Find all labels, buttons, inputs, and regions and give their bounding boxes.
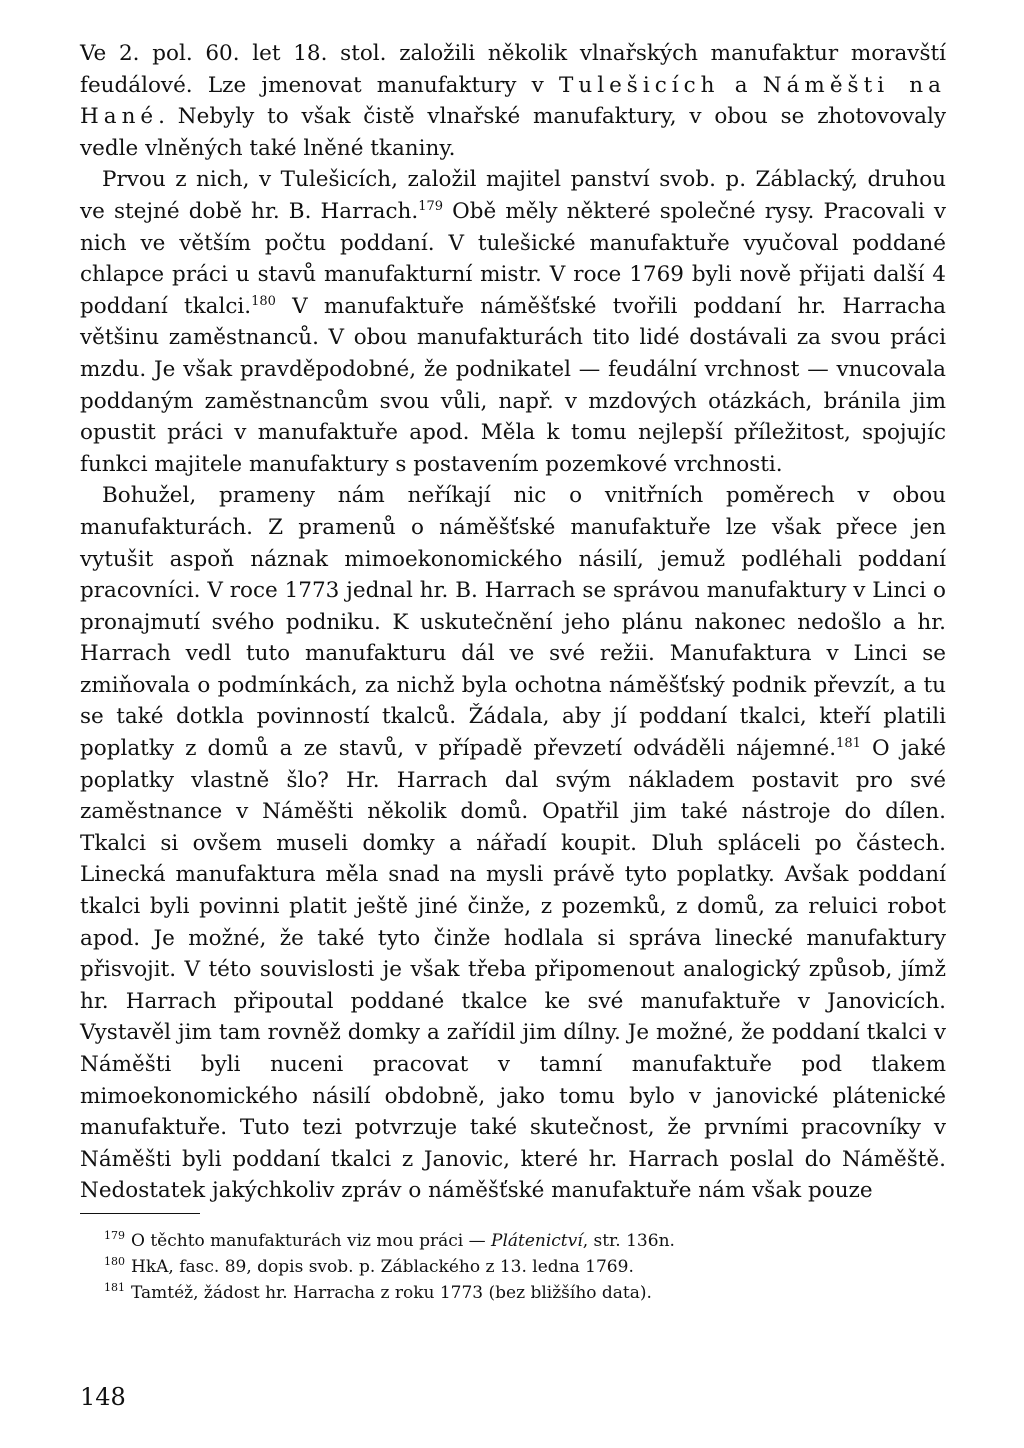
- paragraph-1: [80, 38, 946, 164]
- paragraph-2-text-b: Obě měly některé společné rysy. Pracovali v nich ve větším počtu poddaní. V tulešické manufaktuře vyučoval poddané chlapce práci u stavů manufakturní mistr. V roce 1769 byli nově přijati další 4 poddaní tkalci.: [80, 198, 946, 319]
- place-name-tulesice: Tulešicích: [559, 72, 720, 98]
- paragraph-2-text-c: V manufaktuře náměšťské tvořili poddaní hr. Harracha většinu zaměstnanců. V obou manufakturách tito lidé dostávali za svou práci mzdu. Je však pravděpodobné, že podnikatel — feudální vrchnost — vnucovala poddaným zaměstnancům svou vůli, např. v mzdových otázkách, bránila jim opustit práci v manufaktuře apod. Měla k tomu nejlepší příležitost, spojujíc funkci majitele manufaktury s postavením pozemkové vrchnosti.: [80, 293, 946, 477]
- paragraph-2: [80, 164, 946, 480]
- footnote-number: 181: [104, 1281, 125, 1295]
- footnote-text-end: , str. 136n.: [582, 1231, 675, 1251]
- paragraph-3-text-a: Bohužel, prameny nám neříkají nic o vnitřních poměrech v obou manufakturách. Z pramenů o náměšťské manufaktuře lze však přece jen vytušit aspoň náznak mimoekonomického násilí, jemuž podléhali poddaní pracovníci. V roce 1773 jednal hr. B. Harrach se správou manufaktury v Linci o pronajmutí svého podniku. K uskutečnění jeho plánu nakonec nedošlo a hr. Harrach vedl tuto manufakturu dál ve své režii. Manufaktura v Linci se zmiňovala o podmínkách, za nichž byla ochotna náměšťský podnik převzít, a tu se také dotkla povinností tkalců. Žádala, aby jí poddaní tkalci, kteří platili poplatky z domů a ze stavů, v případě převzetí odváděli nájemné.: [80, 483, 946, 762]
- paragraph-3-text-b: O jaké poplatky vlastně šlo? Hr. Harrach dal svým nákladem postavit pro své zaměstnance v Náměšti několik domů. Opatřil jim také nástroje do dílen. Tkalci si ovšem museli domky a nářadí koupit. Dluh spláceli po částech. Linecká manufaktura měla snad na mysli právě tyto poplatky. Avšak poddaní tkalci byli povinni platit ještě jiné činže, z pozemků, z domů, za reluici robot apod. Je možné, že také tyto činže hodlala si správa linecké manufaktury přisvojit. V této souvislosti je však třeba připomenout analogický způsob, jímž hr. Harrach připoutal poddané tkalce ke své manufaktuře v Janovicích. Vystavěl jim tam rovněž domky a zařídil jim dílny. Je možné, že poddaní tkalci v Náměšti byli nuceni pracovat v tamní manufaktuře pod tlakem mimoekonomického násilí obdobně, jako tomu bylo v janovické plátenické manufaktuře. Tuto tezi potvrzuje také skutečnost, že prvními pracovníky v Náměšti byli poddaní tkalci z Janovic, které hr. Harrach poslal do Náměště. Nedostatek jakýchkoliv zpráv o náměšťské manufaktuře nám však pouze: [80, 736, 946, 1204]
- page-number: 148: [80, 1383, 126, 1411]
- footnote-ref-179[interactable]: 179: [418, 198, 444, 214]
- footnote-ref-180[interactable]: 180: [251, 293, 276, 309]
- place-name-namest: Náměšti na Hané: [80, 72, 946, 130]
- footnote-181: [104, 1280, 946, 1306]
- footnote-title: Plátenictví: [491, 1231, 583, 1251]
- footnote-divider: [80, 1213, 200, 1214]
- paragraph-1-text-b: a: [719, 72, 763, 98]
- footnote-ref-181[interactable]: 181: [836, 735, 861, 751]
- footnote-179: [104, 1228, 946, 1254]
- footnote-text: O těchto manufakturách viz mou práci —: [131, 1231, 491, 1251]
- footnote-number: 179: [104, 1229, 125, 1243]
- footnotes: [80, 1213, 946, 1306]
- page-body: [80, 38, 946, 1207]
- paragraph-2-text-a: Prvou z nich, v Tulešicích, založil majitel panství svob. p. Záblacký, druhou ve stejné době hr. B. Harrach.: [80, 167, 946, 224]
- paragraph-1-text-c: . Nebyly to však čistě vlnařské manufaktury, v obou se zhotovovaly vedle vlněných také lněné tkaniny.: [80, 104, 946, 161]
- paragraph-3: [80, 480, 946, 1207]
- footnote-180: [104, 1254, 946, 1280]
- footnote-number: 180: [104, 1255, 125, 1269]
- footnote-text: HkA, fasc. 89, dopis svob. p. Záblackého z 13. ledna 1769.: [131, 1257, 634, 1277]
- paragraph-1-text-a: Ve 2. pol. 60. let 18. stol. založili několik vlnařských manufaktur moravští feudálové. Lze jmenovat manufaktury v: [80, 41, 946, 98]
- footnote-text: Tamtéž, žádost hr. Harracha z roku 1773 (bez bližšího data).: [131, 1283, 652, 1303]
